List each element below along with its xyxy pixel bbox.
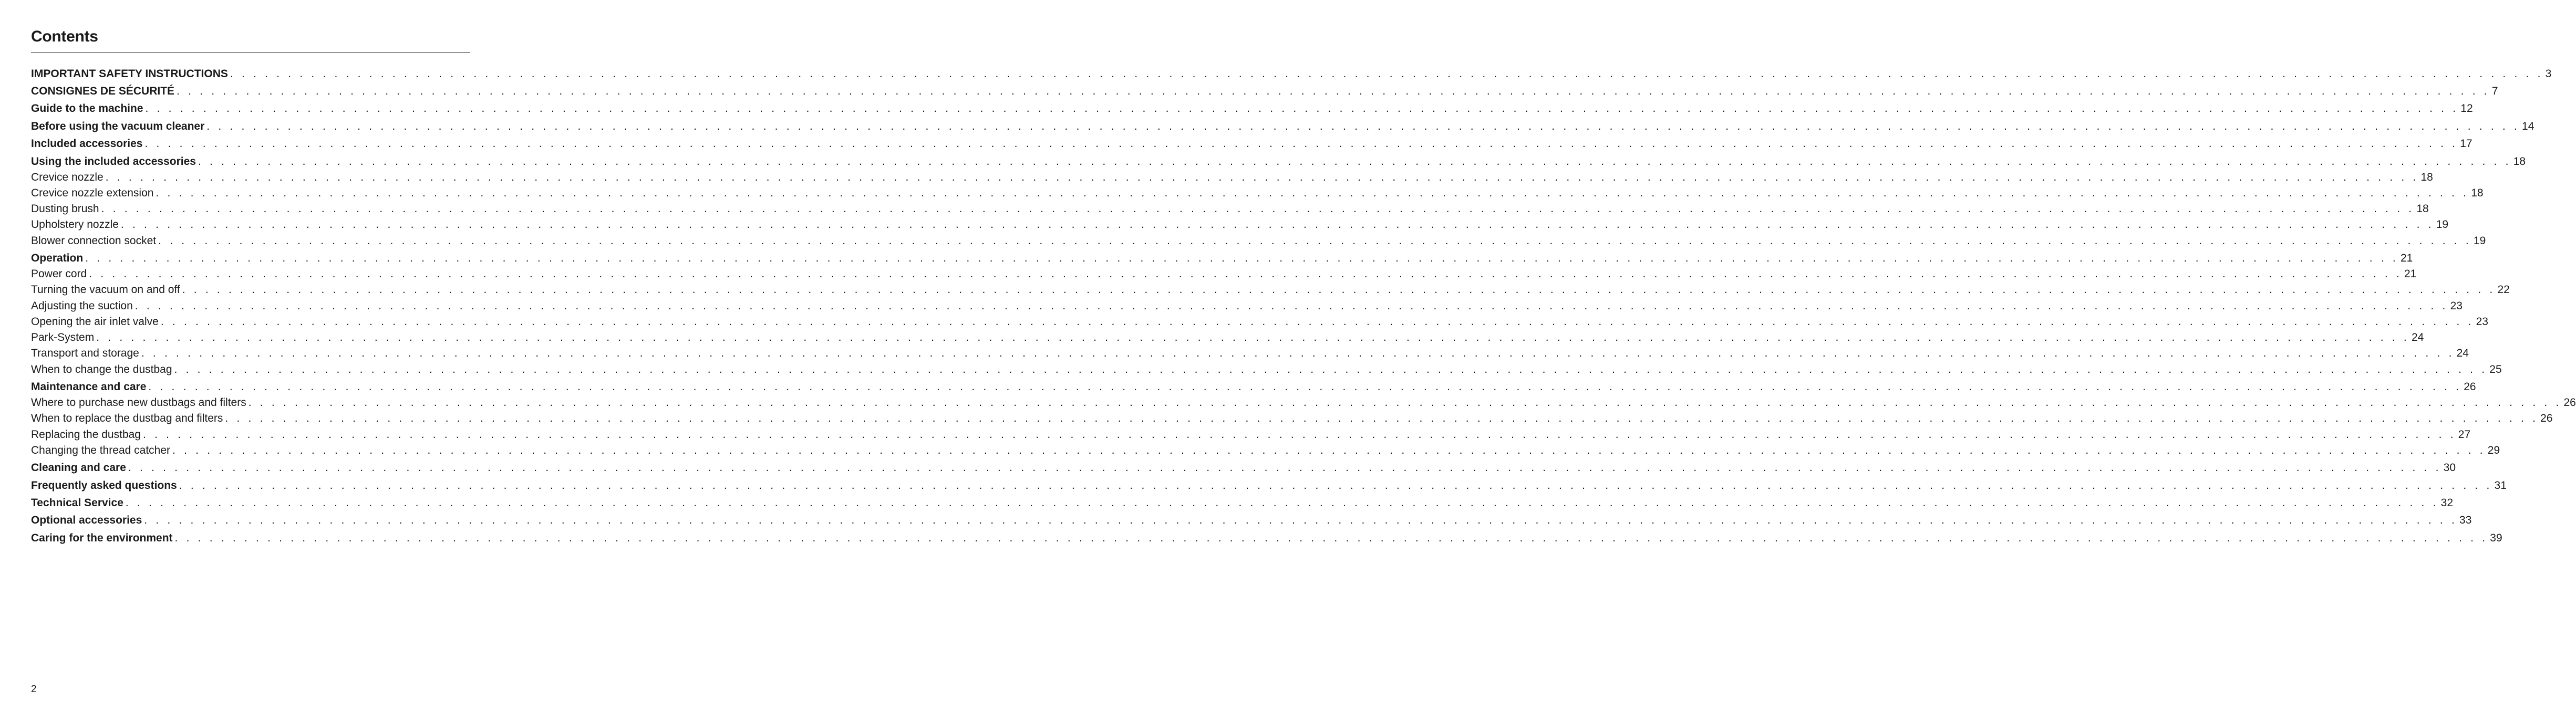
toc-entry-page: 7 [2491, 85, 2498, 97]
toc-entry[interactable] [31, 410, 2553, 427]
toc-entry[interactable] [31, 135, 2472, 153]
toc-entry[interactable] [31, 477, 2507, 495]
page-number: 2 [31, 684, 37, 695]
toc-entry-label: Crevice nozzle extension [31, 187, 154, 199]
toc-entry-label: Technical Service [31, 497, 123, 509]
toc-entry[interactable] [31, 82, 2498, 100]
toc-entry-page: 17 [2460, 138, 2472, 150]
toc-dot-leader: . . . . . . . . . . . . . . . . . . . . . . . . . . . . . . . . . . . . . . . . . . . . . . . . . . . . . . . . . . . . . . . . . . . . . . . . . . . . . . . . . . . . . . . . . . . . . . . . . . . . . . . . . . . . . . . . . . . . . . . . . . . . . . . . . . . . . . . . . . . . . . . . . . . . . . . . . . . . . . . . . . . . . . . . . . . . . . . . . . . . . . . . . . . . . . . . . . . . . . . . [248, 396, 2562, 409]
toc-entry-label: Operation [31, 252, 84, 264]
toc-dot-leader: . . . . . . . . . . . . . . . . . . . . . . . . . . . . . . . . . . . . . . . . . . . . . . . . . . . . . . . . . . . . . . . . . . . . . . . . . . . . . . . . . . . . . . . . . . . . . . . . . . . . . . . . . . . . . . . . . . . . . . . . . . . . . . . . . . . . . . . . . . . . . . . . . . . . . . . . . . . . . . . . . . . . . . . . . . . . . . . . . . . . . . . . . . . . . . . . . . . . . . . . [174, 363, 2488, 375]
toc-entry-label: Frequently asked questions [31, 479, 177, 492]
toc-entry[interactable] [31, 459, 2456, 477]
toc-dot-leader: . . . . . . . . . . . . . . . . . . . . . . . . . . . . . . . . . . . . . . . . . . . . . . . . . . . . . . . . . . . . . . . . . . . . . . . . . . . . . . . . . . . . . . . . . . . . . . . . . . . . . . . . . . . . . . . . . . . . . . . . . . . . . . . . . . . . . . . . . . . . . . . . . . . . . . . . . . . . . . . . . . . . . . . . . . . . . . . . . . . . . . . . . . . . . . . . . . . . . . . . [144, 138, 2458, 150]
toc-entry-page: 25 [2489, 363, 2502, 375]
toc-entry-label: When to replace the dustbag and filters [31, 412, 223, 424]
toc-entry[interactable] [31, 232, 2486, 250]
toc-entry[interactable] [31, 65, 2552, 83]
toc-entry[interactable] [31, 361, 2502, 379]
toc-entry-label: Turning the vacuum on and off [31, 284, 180, 296]
toc-entry-label: Maintenance and care [31, 381, 147, 393]
toc-dot-leader: . . . . . . . . . . . . . . . . . . . . . . . . . . . . . . . . . . . . . . . . . . . . . . . . . . . . . . . . . . . . . . . . . . . . . . . . . . . . . . . . . . . . . . . . . . . . . . . . . . . . . . . . . . . . . . . . . . . . . . . . . . . . . . . . . . . . . . . . . . . . . . . . . . . . . . . . . . . . . . . . . . . . . . . . . . . . . . . . . . . . . . . . . . . . . . . . . . . . . . . . [177, 85, 2490, 97]
toc-entry-page: 19 [2473, 235, 2486, 247]
toc-entry[interactable] [31, 265, 2417, 283]
toc-entry-page: 29 [2487, 444, 2500, 456]
toc-entry-page: 18 [2420, 171, 2433, 183]
toc-dot-leader: . . . . . . . . . . . . . . . . . . . . . . . . . . . . . . . . . . . . . . . . . . . . . . . . . . . . . . . . . . . . . . . . . . . . . . . . . . . . . . . . . . . . . . . . . . . . . . . . . . . . . . . . . . . . . . . . . . . . . . . . . . . . . . . . . . . . . . . . . . . . . . . . . . . . . . . . . . . . . . . . . . . . . . . . . . . . . . . . . . . . . . . . . . . . . . . . . . . . . . . . [128, 462, 2441, 474]
toc-entry-page: 23 [2476, 316, 2488, 328]
toc-entry[interactable] [31, 329, 2424, 347]
toc-entry-label: Included accessories [31, 138, 143, 150]
toc-dot-leader: . . . . . . . . . . . . . . . . . . . . . . . . . . . . . . . . . . . . . . . . . . . . . . . . . . . . . . . . . . . . . . . . . . . . . . . . . . . . . . . . . . . . . . . . . . . . . . . . . . . . . . . . . . . . . . . . . . . . . . . . . . . . . . . . . . . . . . . . . . . . . . . . . . . . . . . . . . . . . . . . . . . . . . . . . . . . . . . . . . . . . . . . . . . . . . . . . . . . . . . . [148, 381, 2462, 393]
toc-dot-leader: . . . . . . . . . . . . . . . . . . . . . . . . . . . . . . . . . . . . . . . . . . . . . . . . . . . . . . . . . . . . . . . . . . . . . . . . . . . . . . . . . . . . . . . . . . . . . . . . . . . . . . . . . . . . . . . . . . . . . . . . . . . . . . . . . . . . . . . . . . . . . . . . . . . . . . . . . . . . . . . . . . . . . . . . . . . . . . . . . . . . . . . . . . . . . . . . . . . . . . . . [89, 268, 2402, 280]
toc-entry-page: 32 [2440, 497, 2453, 509]
toc-entry-label: Transport and storage [31, 347, 139, 359]
toc-entry-page: 24 [2456, 347, 2469, 359]
toc-entry[interactable] [31, 118, 2534, 135]
toc-entry[interactable] [31, 153, 2526, 171]
toc-dot-leader: . . . . . . . . . . . . . . . . . . . . . . . . . . . . . . . . . . . . . . . . . . . . . . . . . . . . . . . . . . . . . . . . . . . . . . . . . . . . . . . . . . . . . . . . . . . . . . . . . . . . . . . . . . . . . . . . . . . . . . . . . . . . . . . . . . . . . . . . . . . . . . . . . . . . . . . . . . . . . . . . . . . . . . . . . . . . . . . . . . . . . . . . . . . . . . . . . . . . . . . . [225, 412, 2539, 424]
toc-entry-label: Caring for the environment [31, 532, 173, 544]
toc-entry-label: When to change the dustbag [31, 363, 172, 375]
toc-dot-leader: . . . . . . . . . . . . . . . . . . . . . . . . . . . . . . . . . . . . . . . . . . . . . . . . . . . . . . . . . . . . . . . . . . . . . . . . . . . . . . . . . . . . . . . . . . . . . . . . . . . . . . . . . . . . . . . . . . . . . . . . . . . . . . . . . . . . . . . . . . . . . . . . . . . . . . . . . . . . . . . . . . . . . . . . . . . . . . . . . . . . . . . . . . . . . . . . . . . . . . . . [182, 284, 2496, 296]
toc-entry-page: 26 [2563, 396, 2576, 409]
toc-entry[interactable] [31, 344, 2469, 362]
toc-dot-leader: . . . . . . . . . . . . . . . . . . . . . . . . . . . . . . . . . . . . . . . . . . . . . . . . . . . . . . . . . . . . . . . . . . . . . . . . . . . . . . . . . . . . . . . . . . . . . . . . . . . . . . . . . . . . . . . . . . . . . . . . . . . . . . . . . . . . . . . . . . . . . . . . . . . . . . . . . . . . . . . . . . . . . . . . . . . . . . . . . . . . . . . . . . . . . . . . . . . . . . . . [158, 235, 2471, 247]
toc-entry-label: Upholstery nozzle [31, 218, 119, 231]
toc-entry[interactable] [31, 281, 2510, 299]
toc-dot-leader: . . . . . . . . . . . . . . . . . . . . . . . . . . . . . . . . . . . . . . . . . . . . . . . . . . . . . . . . . . . . . . . . . . . . . . . . . . . . . . . . . . . . . . . . . . . . . . . . . . . . . . . . . . . . . . . . . . . . . . . . . . . . . . . . . . . . . . . . . . . . . . . . . . . . . . . . . . . . . . . . . . . . . . . . . . . . . . . . . . . . . . . . . . . . . . . . . . . . . . . . [144, 514, 2458, 526]
toc-entry[interactable] [31, 511, 2472, 529]
toc-dot-leader: . . . . . . . . . . . . . . . . . . . . . . . . . . . . . . . . . . . . . . . . . . . . . . . . . . . . . . . . . . . . . . . . . . . . . . . . . . . . . . . . . . . . . . . . . . . . . . . . . . . . . . . . . . . . . . . . . . . . . . . . . . . . . . . . . . . . . . . . . . . . . . . . . . . . . . . . . . . . . . . . . . . . . . . . . . . . . . . . . . . . . . . . . . . . . . . . . . . . . . . . [143, 429, 2456, 441]
toc-dot-leader: . . . . . . . . . . . . . . . . . . . . . . . . . . . . . . . . . . . . . . . . . . . . . . . . . . . . . . . . . . . . . . . . . . . . . . . . . . . . . . . . . . . . . . . . . . . . . . . . . . . . . . . . . . . . . . . . . . . . . . . . . . . . . . . . . . . . . . . . . . . . . . . . . . . . . . . . . . . . . . . . . . . . . . . . . . . . . . . . . . . . . . . . . . . . . . . . . . . . . . . . [135, 300, 2448, 312]
toc-entry-page: 30 [2443, 462, 2456, 474]
toc-entry-page: 18 [2416, 203, 2429, 215]
toc-entry-page: 24 [2411, 331, 2424, 343]
toc-entry-label: Blower connection socket [31, 235, 157, 247]
toc-entry-label: Crevice nozzle [31, 171, 104, 183]
toc-entry[interactable] [31, 442, 2500, 460]
toc-dot-leader: . . . . . . . . . . . . . . . . . . . . . . . . . . . . . . . . . . . . . . . . . . . . . . . . . . . . . . . . . . . . . . . . . . . . . . . . . . . . . . . . . . . . . . . . . . . . . . . . . . . . . . . . . . . . . . . . . . . . . . . . . . . . . . . . . . . . . . . . . . . . . . . . . . . . . . . . . . . . . . . . . . . . . . . . . . . . . . . . . . . . . . . . . . . . . . . . . . . . . . . . [198, 155, 2511, 168]
toc-entry-label: Using the included accessories [31, 155, 196, 168]
toc-entry[interactable] [31, 169, 2433, 186]
toc-entry-label: Replacing the dustbag [31, 429, 141, 441]
toc-entry-label: Before using the vacuum cleaner [31, 120, 205, 132]
toc-dot-leader: . . . . . . . . . . . . . . . . . . . . . . . . . . . . . . . . . . . . . . . . . . . . . . . . . . . . . . . . . . . . . . . . . . . . . . . . . . . . . . . . . . . . . . . . . . . . . . . . . . . . . . . . . . . . . . . . . . . . . . . . . . . . . . . . . . . . . . . . . . . . . . . . . . . . . . . . . . . . . . . . . . . . . . . . . . . . . . . . . . . . . . . . . . . . . . . . . . . . . . . . [206, 120, 2520, 132]
toc-dot-leader: . . . . . . . . . . . . . . . . . . . . . . . . . . . . . . . . . . . . . . . . . . . . . . . . . . . . . . . . . . . . . . . . . . . . . . . . . . . . . . . . . . . . . . . . . . . . . . . . . . . . . . . . . . . . . . . . . . . . . . . . . . . . . . . . . . . . . . . . . . . . . . . . . . . . . . . . . . . . . . . . . . . . . . . . . . . . . . . . . . . . . . . . . . . . . . . . . . . . . . . . [125, 497, 2439, 509]
toc-entry-label: IMPORTANT SAFETY INSTRUCTIONS [31, 68, 228, 80]
toc-entry-page: 22 [2497, 284, 2510, 296]
toc-entry-label: Changing the thread catcher [31, 444, 171, 456]
toc-entry[interactable] [31, 494, 2453, 512]
toc-dot-leader: . . . . . . . . . . . . . . . . . . . . . . . . . . . . . . . . . . . . . . . . . . . . . . . . . . . . . . . . . . . . . . . . . . . . . . . . . . . . . . . . . . . . . . . . . . . . . . . . . . . . . . . . . . . . . . . . . . . . . . . . . . . . . . . . . . . . . . . . . . . . . . . . . . . . . . . . . . . . . . . . . . . . . . . . . . . . . . . . . . . . . . . . . . . . . . . . . . . . . . . . [105, 171, 2419, 183]
toc-entry-page: 3 [2545, 68, 2552, 80]
toc-dot-leader: . . . . . . . . . . . . . . . . . . . . . . . . . . . . . . . . . . . . . . . . . . . . . . . . . . . . . . . . . . . . . . . . . . . . . . . . . . . . . . . . . . . . . . . . . . . . . . . . . . . . . . . . . . . . . . . . . . . . . . . . . . . . . . . . . . . . . . . . . . . . . . . . . . . . . . . . . . . . . . . . . . . . . . . . . . . . . . . . . . . . . . . . . . . . . . . . . . . . . . . . [145, 102, 2459, 114]
toc-dot-leader: . . . . . . . . . . . . . . . . . . . . . . . . . . . . . . . . . . . . . . . . . . . . . . . . . . . . . . . . . . . . . . . . . . . . . . . . . . . . . . . . . . . . . . . . . . . . . . . . . . . . . . . . . . . . . . . . . . . . . . . . . . . . . . . . . . . . . . . . . . . . . . . . . . . . . . . . . . . . . . . . . . . . . . . . . . . . . . . . . . . . . . . . . . . . . . . . . . . . . . . . [172, 444, 2486, 456]
toc-entry-label: CONSIGNES DE SÉCURITÉ [31, 85, 175, 97]
toc-entry[interactable] [31, 216, 2449, 234]
toc-entry-label: Adjusting the suction [31, 300, 133, 312]
toc-entry-label: Power cord [31, 268, 87, 280]
toc-entry-page: 23 [2450, 300, 2463, 312]
toc-entry[interactable] [31, 297, 2463, 315]
toc-entry[interactable] [31, 394, 2576, 412]
toc-entry-label: Cleaning and care [31, 462, 126, 474]
toc-entry-page: 31 [2494, 479, 2507, 492]
toc-entry-page: 21 [2400, 252, 2413, 264]
toc-entry-label: Dusting brush [31, 203, 99, 215]
toc-dot-leader: . . . . . . . . . . . . . . . . . . . . . . . . . . . . . . . . . . . . . . . . . . . . . . . . . . . . . . . . . . . . . . . . . . . . . . . . . . . . . . . . . . . . . . . . . . . . . . . . . . . . . . . . . . . . . . . . . . . . . . . . . . . . . . . . . . . . . . . . . . . . . . . . . . . . . . . . . . . . . . . . . . . . . . . . . . . . . . . . . . . . . . . . . . . . . . . . . . . . . . . . [120, 218, 2434, 231]
toc-entry[interactable] [31, 378, 2476, 396]
toc-dot-leader: . . . . . . . . . . . . . . . . . . . . . . . . . . . . . . . . . . . . . . . . . . . . . . . . . . . . . . . . . . . . . . . . . . . . . . . . . . . . . . . . . . . . . . . . . . . . . . . . . . . . . . . . . . . . . . . . . . . . . . . . . . . . . . . . . . . . . . . . . . . . . . . . . . . . . . . . . . . . . . . . . . . . . . . . . . . . . . . . . . . . . . . . . . . . . . . . . . . . . . . . [96, 331, 2409, 343]
toc-entry-page: 18 [2513, 155, 2526, 168]
toc-entry[interactable] [31, 100, 2473, 118]
toc-entry-page: 12 [2460, 102, 2473, 114]
toc-entry-label: Where to purchase new dustbags and filters [31, 396, 246, 409]
toc-entry[interactable] [31, 426, 2471, 444]
toc-entry-page: 26 [2540, 412, 2553, 424]
toc-entry-label: Park-System [31, 331, 95, 343]
toc-entry-page: 26 [2464, 381, 2476, 393]
toc-entry[interactable] [31, 529, 2502, 547]
toc-entry[interactable] [31, 184, 2484, 202]
toc-dot-leader: . . . . . . . . . . . . . . . . . . . . . . . . . . . . . . . . . . . . . . . . . . . . . . . . . . . . . . . . . . . . . . . . . . . . . . . . . . . . . . . . . . . . . . . . . . . . . . . . . . . . . . . . . . . . . . . . . . . . . . . . . . . . . . . . . . . . . . . . . . . . . . . . . . . . . . . . . . . . . . . . . . . . . . . . . . . . . . . . . . . . . . . . . . . . . . . . . . . . . . . . [160, 316, 2474, 328]
toc-dot-leader: . . . . . . . . . . . . . . . . . . . . . . . . . . . . . . . . . . . . . . . . . . . . . . . . . . . . . . . . . . . . . . . . . . . . . . . . . . . . . . . . . . . . . . . . . . . . . . . . . . . . . . . . . . . . . . . . . . . . . . . . . . . . . . . . . . . . . . . . . . . . . . . . . . . . . . . . . . . . . . . . . . . . . . . . . . . . . . . . . . . . . . . . . . . . . . . . . . . . . . . . [156, 187, 2469, 199]
toc-entry-page: 21 [2404, 268, 2417, 280]
toc-entry-page: 39 [2490, 532, 2502, 544]
toc-entry[interactable] [31, 249, 2413, 267]
toc-dot-leader: . . . . . . . . . . . . . . . . . . . . . . . . . . . . . . . . . . . . . . . . . . . . . . . . . . . . . . . . . . . . . . . . . . . . . . . . . . . . . . . . . . . . . . . . . . . . . . . . . . . . . . . . . . . . . . . . . . . . . . . . . . . . . . . . . . . . . . . . . . . . . . . . . . . . . . . . . . . . . . . . . . . . . . . . . . . . . . . . . . . . . . . . . . . . . . . . . . . . . . . . [174, 532, 2488, 544]
toc-entry-page: 14 [2522, 120, 2534, 132]
toc-entry-label: Optional accessories [31, 514, 142, 526]
toc-entry-page: 18 [2471, 187, 2484, 199]
toc-entry[interactable] [31, 313, 2488, 331]
toc-entry[interactable] [31, 200, 2429, 218]
toc-entry-label: Opening the air inlet valve [31, 316, 159, 328]
toc-entry-page: 19 [2436, 218, 2449, 231]
toc-dot-leader: . . . . . . . . . . . . . . . . . . . . . . . . . . . . . . . . . . . . . . . . . . . . . . . . . . . . . . . . . . . . . . . . . . . . . . . . . . . . . . . . . . . . . . . . . . . . . . . . . . . . . . . . . . . . . . . . . . . . . . . . . . . . . . . . . . . . . . . . . . . . . . . . . . . . . . . . . . . . . . . . . . . . . . . . . . . . . . . . . . . . . . . . . . . . . . . . . . . . . . . . [230, 68, 2543, 80]
toc-entry-label: Guide to the machine [31, 102, 143, 114]
toc-dot-leader: . . . . . . . . . . . . . . . . . . . . . . . . . . . . . . . . . . . . . . . . . . . . . . . . . . . . . . . . . . . . . . . . . . . . . . . . . . . . . . . . . . . . . . . . . . . . . . . . . . . . . . . . . . . . . . . . . . . . . . . . . . . . . . . . . . . . . . . . . . . . . . . . . . . . . . . . . . . . . . . . . . . . . . . . . . . . . . . . . . . . . . . . . . . . . . . . . . . . . . . . [141, 347, 2455, 359]
toc-entry-page: 33 [2459, 514, 2472, 526]
toc-dot-leader: . . . . . . . . . . . . . . . . . . . . . . . . . . . . . . . . . . . . . . . . . . . . . . . . . . . . . . . . . . . . . . . . . . . . . . . . . . . . . . . . . . . . . . . . . . . . . . . . . . . . . . . . . . . . . . . . . . . . . . . . . . . . . . . . . . . . . . . . . . . . . . . . . . . . . . . . . . . . . . . . . . . . . . . . . . . . . . . . . . . . . . . . . . . . . . . . . . . . . . . . [179, 479, 2492, 492]
toc-dot-leader: . . . . . . . . . . . . . . . . . . . . . . . . . . . . . . . . . . . . . . . . . . . . . . . . . . . . . . . . . . . . . . . . . . . . . . . . . . . . . . . . . . . . . . . . . . . . . . . . . . . . . . . . . . . . . . . . . . . . . . . . . . . . . . . . . . . . . . . . . . . . . . . . . . . . . . . . . . . . . . . . . . . . . . . . . . . . . . . . . . . . . . . . . . . . . . . . . . . . . . . . [101, 203, 2415, 215]
toc-entry-page: 27 [2458, 429, 2471, 441]
toc-dot-leader: . . . . . . . . . . . . . . . . . . . . . . . . . . . . . . . . . . . . . . . . . . . . . . . . . . . . . . . . . . . . . . . . . . . . . . . . . . . . . . . . . . . . . . . . . . . . . . . . . . . . . . . . . . . . . . . . . . . . . . . . . . . . . . . . . . . . . . . . . . . . . . . . . . . . . . . . . . . . . . . . . . . . . . . . . . . . . . . . . . . . . . . . . . . . . . . . . . . . . . . . [85, 252, 2398, 264]
page-title: Contents [31, 28, 98, 45]
